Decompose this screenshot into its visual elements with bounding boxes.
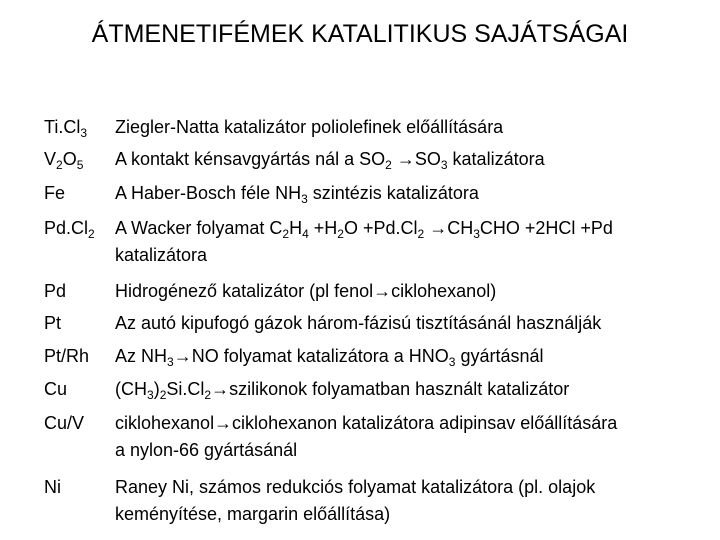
description-line: katalizátora bbox=[115, 245, 208, 265]
description-line: $(CH_3)_2Si.Cl_2\to szilikonok$ folyamatban használt katalizátor bbox=[115, 379, 570, 402]
description-line: A Wacker folyamat $C_2H_4 +H_2O +Pd.Cl_2 \to CH_3CHO +2HCl +Pd$ bbox=[115, 218, 613, 241]
subscript: 3 bbox=[448, 355, 456, 369]
catalyst-formula: Pd bbox=[44, 281, 67, 301]
catalyst-formula: $Pd.Cl_2$ bbox=[44, 218, 95, 241]
description-line: Hidrogénező katalizátor (pl fenol→ciklohexanol) bbox=[115, 281, 497, 301]
subscript: 3 bbox=[301, 192, 308, 206]
subscript: 4 bbox=[302, 227, 309, 241]
subscript: 3 bbox=[473, 227, 480, 241]
description-line: a nylon-66 gyártásánál bbox=[115, 440, 298, 460]
subscript: 2 bbox=[88, 227, 95, 241]
description-line: keményítése, margarin előállítása) bbox=[115, 504, 391, 524]
description-line: A kontakt kénsavgyártás nál a $SO_2 \to SO_3$ katalizátora bbox=[115, 149, 545, 172]
catalyst-formula: Cu/V bbox=[44, 413, 85, 433]
catalyst-description bbox=[115, 310, 695, 337]
catalyst-formula: Pt/Rh bbox=[44, 346, 90, 366]
subscript: 3 bbox=[167, 355, 174, 369]
subscript: 2 bbox=[159, 388, 167, 402]
subscript: 3 bbox=[440, 158, 448, 172]
description-line: Az autó kipufogó gázok három-fázisú tisztításánál használják bbox=[115, 313, 602, 333]
subscript: 2 bbox=[56, 158, 63, 172]
catalyst-description bbox=[115, 278, 695, 305]
catalyst-description bbox=[115, 343, 695, 370]
subscript: 2 bbox=[282, 227, 290, 241]
catalyst-formula: $Ti.Cl_3$ bbox=[44, 117, 88, 140]
subscript: 3 bbox=[80, 126, 88, 140]
catalyst-description bbox=[115, 474, 695, 528]
subscript: 2 bbox=[337, 227, 344, 241]
catalyst-description bbox=[115, 146, 695, 173]
subscript: 3 bbox=[147, 388, 154, 402]
catalyst-formula: Ni bbox=[44, 477, 61, 497]
description-line: Raney Ni, számos redukciós folyamat katalizátora (pl. olajok bbox=[115, 477, 596, 497]
catalyst-description bbox=[115, 376, 695, 403]
subscript: 2 bbox=[204, 388, 212, 402]
description-line: A Haber-Bosch féle $NH_3$ szintézis katalizátora bbox=[115, 183, 479, 206]
page-title: ÁTMENETIFÉMEK KATALITIKUS SAJÁTSÁGAI bbox=[91, 20, 629, 48]
catalyst-description bbox=[115, 114, 695, 141]
catalyst-description bbox=[115, 180, 695, 207]
description-line: Ziegler-Natta katalizátor poliolefinek előállítására bbox=[115, 117, 504, 137]
catalyst-formula: Pt bbox=[44, 313, 62, 333]
description-line: ciklohexanol→ciklohexanon katalizátora adipinsav előállítására bbox=[115, 413, 618, 433]
catalyst-description bbox=[115, 215, 695, 269]
subscript: 5 bbox=[76, 158, 84, 172]
catalyst-formula: $V_2O_5$ bbox=[44, 149, 84, 172]
catalyst-formula: Fe bbox=[44, 183, 66, 203]
catalyst-formula: Cu bbox=[44, 379, 68, 399]
catalyst-description bbox=[115, 410, 695, 464]
subscript: 2 bbox=[417, 227, 425, 241]
description-line: Az $NH_3\to NO$ folyamat katalizátora a $HNO_3$ gyártásnál bbox=[115, 346, 544, 369]
subscript: 2 bbox=[385, 158, 392, 172]
